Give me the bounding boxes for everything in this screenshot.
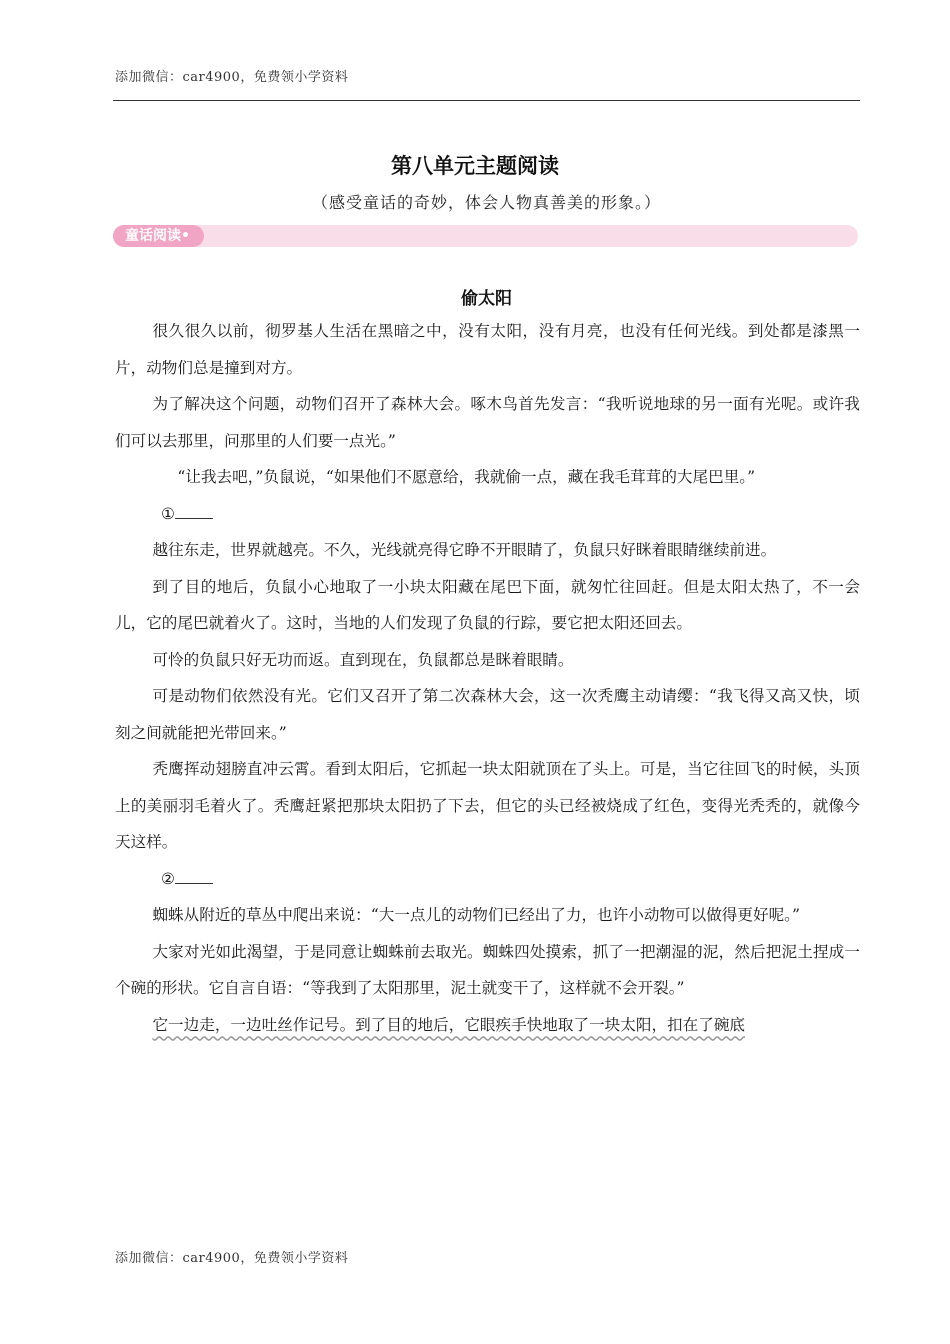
answer-blank[interactable] — [175, 868, 213, 883]
paragraph: 越往东走，世界就越亮。不久，光线就亮得它睁不开眼睛了，负鼠只好眯着眼睛继续前进。 — [152, 541, 777, 559]
story-title: 偷太阳 — [461, 289, 512, 309]
blank-number: ① — [161, 504, 175, 523]
answer-blank[interactable] — [175, 503, 213, 518]
header-divider — [113, 100, 860, 101]
paragraph: 可怜的负鼠只好无功而返。直到现在，负鼠都总是眯着眼睛。 — [152, 650, 574, 669]
paragraph: 蜘蛛从附近的草丛中爬出来说：“大一点儿的动物们已经出了力，也许小动物可以做得更好呢。” — [152, 906, 800, 924]
fill-blank-1 — [115, 496, 860, 533]
footer-note: 添加微信：car4900，免费领小学资料 — [115, 1251, 349, 1266]
paragraph: 很久很久以前，彻罗基人生活在黑暗之中，没有太阳，没有月亮，也没有任何光线。到处都是漆黑一片，动物们总是撞到对方。 — [115, 322, 860, 377]
fill-blank-2 — [115, 861, 860, 898]
paragraph: 到了目的地后，负鼠小心地取了一小块太阳藏在尾巴下面，就匆忙往回赶。但是太阳太热了，不一会儿，它的尾巴就着火了。这时，当地的人们发现了负鼠的行踪，要它把太阳还回去。 — [115, 577, 860, 632]
paragraph: 为了解决这个问题，动物们召开了森林大会。啄木鸟首先发言：“我听说地球的另一面有光呢。或许我们可以去那里，问那里的人们要一点光。” — [115, 395, 860, 450]
unit-title: 第八单元主题阅读 — [391, 154, 559, 178]
blank-number: ② — [161, 869, 175, 888]
story-body — [115, 313, 860, 1043]
section-banner — [113, 225, 858, 247]
section-tag: 童话阅读• — [113, 225, 204, 247]
paragraph: 可是动物们依然没有光。它们又召开了第二次森林大会，这一次秃鹰主动请缨：“我飞得又高又快，顷刻之间就能把光带回来。” — [115, 687, 860, 742]
paragraph: “让我去吧，”负鼠说，“如果他们不愿意给，我就偷一点，藏在我毛茸茸的大尾巴里。” — [177, 468, 756, 486]
paragraph: 大家对光如此渴望，于是同意让蜘蛛前去取光。蜘蛛四处摸索，抓了一把潮湿的泥，然后把泥土捏成一个碗的形状。它自言自语：“等我到了太阳那里，泥土就变干了，这样就不会开裂。” — [115, 942, 860, 997]
unit-subtitle: （感受童话的奇妙，体会人物真善美的形象。） — [311, 193, 661, 212]
paragraph-wavy-underlined: 它一边走，一边吐丝作记号。到了目的地后，它眼疾手快地取了一块太阳，扣在了碗底 — [152, 1015, 746, 1034]
paragraph: 秃鹰挥动翅膀直冲云霄。看到太阳后，它抓起一块太阳就顶在了头上。可是，当它往回飞的时候，头顶上的美丽羽毛着火了。秃鹰赶紧把那块太阳扔了下去，但它的头已经被烧成了红色，变得光秃秃的，就像今天这样。 — [115, 760, 860, 851]
header-note: 添加微信：car4900，免费领小学资料 — [115, 70, 349, 85]
